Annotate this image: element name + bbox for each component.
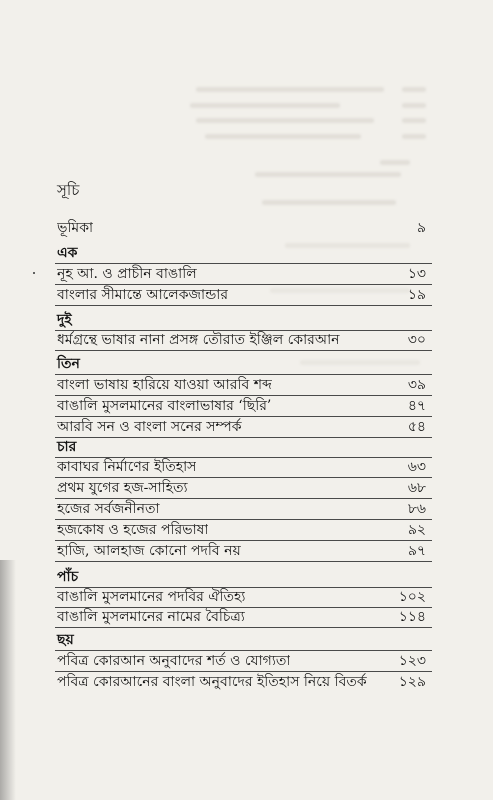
entry-title: পবিত্র কোরআন অনুবাদের শর্ত ও যোগ্যতা — [57, 653, 291, 669]
toc-entry — [55, 672, 432, 693]
entry-title: বাঙালি মুসলমানের নামের বৈচিত্র্য — [57, 609, 245, 625]
entry-page-number: ৫৪ — [407, 419, 426, 435]
bleed-through-mark — [196, 87, 384, 92]
entry-page-number: ৪৭ — [407, 398, 426, 414]
toc-entry — [55, 396, 432, 417]
entry-title: পবিত্র কোরআনের বাংলা অনুবাদের ইতিহাস নিয়ে বিতর্ক — [57, 674, 367, 690]
entry-page-number: ১২৯ — [398, 674, 426, 690]
entry-title: বাঙালি মুসলমানের পদবির ঐতিহ্য — [57, 589, 246, 605]
toc-entry — [55, 375, 432, 396]
entry-page-number: ৩৯ — [407, 377, 426, 393]
entry-title: ধর্মগ্রন্থে ভাষার নানা প্রসঙ্গ তৌরাত ইঞ্জিল কোরআন — [57, 332, 340, 348]
toc-entry — [55, 478, 432, 499]
toc-title: সূচি — [57, 181, 80, 199]
toc-entry — [55, 499, 432, 520]
toc-entry — [55, 264, 432, 285]
entry-title: হাজি, আলহাজ কোনো পদবি নয় — [57, 543, 241, 559]
entry-page-number: ৯ — [416, 220, 426, 236]
toc-entry — [55, 285, 432, 306]
toc-entry — [55, 587, 432, 608]
entry-page-number: ১১৪ — [398, 609, 426, 625]
section-heading: ছয় — [55, 630, 432, 651]
ink-speck — [33, 272, 35, 274]
entry-title: প্রথম যুগের হজ-সাহিত্য — [57, 480, 188, 496]
section-heading: চার — [55, 437, 432, 458]
entry-title: হজকোষ ও হজের পরিভাষা — [57, 522, 209, 538]
entry-title: ভূমিকা — [57, 220, 94, 236]
toc-entry — [55, 651, 432, 672]
bleed-through-mark — [255, 172, 401, 177]
bleed-through-mark — [402, 134, 426, 139]
entry-page-number: ১৩ — [407, 266, 426, 282]
entry-title: আরবি সন ও বাংলা সনের সম্পর্ক — [57, 419, 242, 435]
page-edge-shadow — [0, 560, 16, 800]
bleed-through-mark — [190, 103, 340, 108]
toc-entry — [55, 330, 432, 351]
bleed-through-mark — [205, 134, 361, 139]
section-heading: দুই — [55, 310, 432, 331]
toc-entry-intro — [55, 218, 432, 239]
section-heading: পাঁচ — [55, 567, 432, 588]
entry-title: বাংলার সীমান্তে আলেকজান্ডার — [57, 287, 229, 303]
entry-page-number: ১২৩ — [398, 653, 426, 669]
entry-page-number: ১৯ — [407, 287, 426, 303]
entry-page-number: ১০২ — [398, 589, 426, 605]
entry-title: নূহ আ. ও প্রাচীন বাঙালি — [57, 266, 197, 282]
entry-title: হজের সর্বজনীনতা — [57, 501, 160, 517]
entry-title: কাবাঘর নির্মাণের ইতিহাস — [57, 459, 197, 475]
entry-title: বাংলা ভাষায় হারিয়ে যাওয়া আরবি শব্দ — [57, 377, 272, 393]
toc-entry — [55, 541, 432, 562]
toc-entry — [55, 457, 432, 478]
bleed-through-mark — [402, 87, 426, 92]
toc-entry — [55, 607, 432, 628]
toc-entry — [55, 417, 432, 438]
entry-page-number: ৯৭ — [407, 543, 426, 559]
entry-title: বাঙালি মুসলমানের বাংলাভাষার ‘ছিরি’ — [57, 398, 272, 414]
toc-entry — [55, 520, 432, 541]
section-heading: তিন — [55, 354, 432, 375]
bleed-through-mark — [262, 200, 396, 205]
bleed-through-mark — [196, 118, 374, 123]
entry-page-number: ৯২ — [407, 522, 426, 538]
entry-page-number: ৬৮ — [407, 480, 426, 496]
bleed-through-mark — [380, 160, 410, 165]
entry-page-number: ৮৬ — [407, 501, 426, 517]
section-heading: এক — [55, 243, 432, 264]
bleed-through-mark — [402, 103, 426, 108]
entry-page-number: ৩০ — [407, 332, 426, 348]
bleed-through-mark — [402, 118, 426, 123]
entry-page-number: ৬৩ — [407, 459, 426, 475]
